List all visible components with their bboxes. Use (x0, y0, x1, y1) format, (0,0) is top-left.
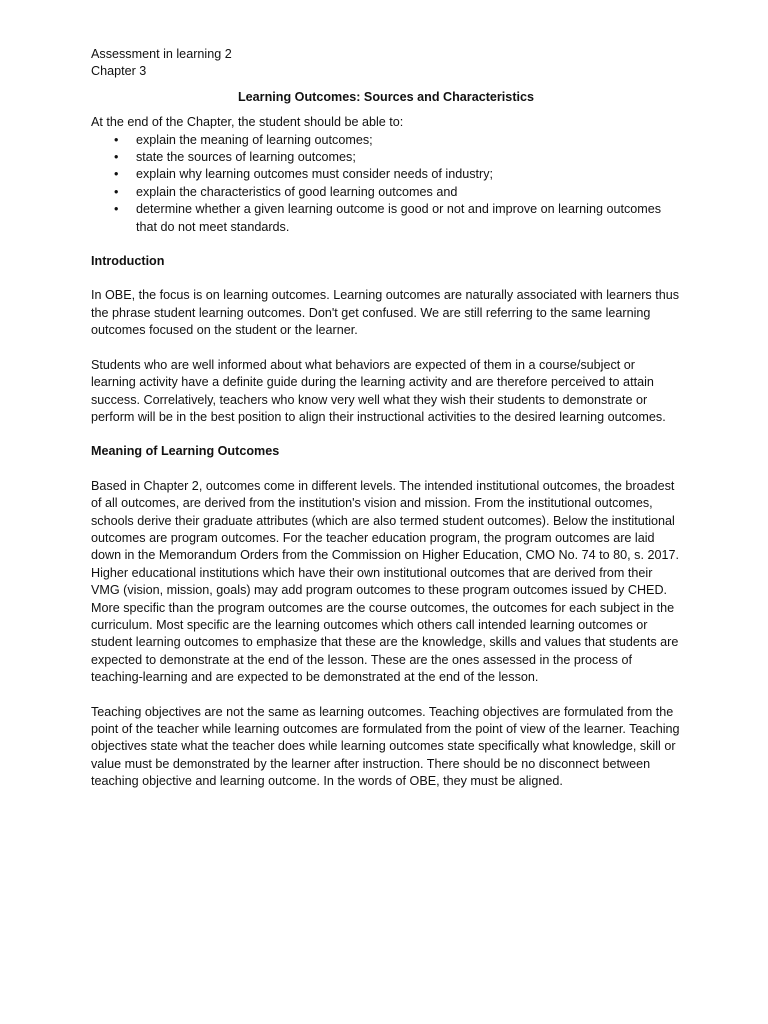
objective-item (91, 132, 681, 149)
objective-item (91, 149, 681, 166)
paragraph: In OBE, the focus is on learning outcomes. Learning outcomes are naturally associated with learners thus the phrase student learning outcomes. Don't get confused. We are still referring to the same learning outcomes focused on the student or the learner. (91, 288, 680, 338)
spacer (91, 270, 681, 287)
objective-text: explain why learning outcomes must consider needs of industry; (136, 167, 494, 182)
spacer (91, 461, 681, 478)
objectives-list (91, 132, 681, 236)
paragraph: Teaching objectives are not the same as learning outcomes. Teaching objectives are formulated from the point of the teacher while learning outcomes are formulated from the point of view of the learner. Teaching objectives state what the teacher does while learning outcomes state specifically what knowledge, skill or value must be demonstrated by the learner after instruction. There should be no disconnect between teaching objective and learning outcome. In the words of OBE, they must be aligned. (91, 704, 680, 789)
objective-text: state the sources of learning outcomes; (136, 150, 356, 165)
chapter-label: Chapter 3 (91, 64, 147, 79)
spacer (91, 106, 681, 114)
objective-item (91, 184, 681, 201)
paragraph: Based in Chapter 2, outcomes come in different levels. The intended institutional outcomes, the broadest of all outcomes, are derived from the institution's vision and mission. From the institutional outcomes, schools derive their graduate attributes (which are also termed student outcomes). Below the institutional outcomes are program outcomes. For the teacher education program, the program outcomes are laid down in the Memorandum Orders from the Commission on Higher Education, CMO No. 74 to 80, s. 2017. Higher educational institutions which have their own institutional outcomes that are derived from their VMG (vision, mission, goals) may add program outcomes to these program outcomes issued by CHED. More specific than the program outcomes are the course outcomes, the outcomes for each subject in the curriculum. Most specific are the learning outcomes which others call intended learning outcomes or student learning outcomes to emphasize that these are the knowledge, skills and values that students are expected to demonstrate at the end of the lesson. These are the ones assessed in the process of teaching-learning and are expected to be demonstrated at the end of the lesson. (91, 478, 679, 685)
objective-text: explain the characteristics of good learning outcomes and (136, 184, 458, 199)
spacer (91, 687, 681, 704)
bullet-icon: • (114, 184, 119, 199)
paragraph: Students who are well informed about what behaviors are expected of them in a course/subject or learning activity have a definite guide during the learning activity and are therefore perceived to attain success. Correlatively, teachers who know very well what they wish their students to demonstrate or perform will be in the best position to align their instructional activities to the desired learning outcomes. (91, 357, 666, 424)
section-heading-introduction: Introduction (91, 254, 165, 269)
course-name: Assessment in learning 2 (91, 47, 232, 61)
objective-item (91, 201, 681, 236)
spacer (91, 426, 681, 443)
page-title: Learning Outcomes: Sources and Characteristics (237, 89, 535, 104)
objective-text: determine whether a given learning outcome is good or not and improve on learning outcomes that do not meet standards. (136, 202, 662, 234)
objectives-intro: At the end of the Chapter, the student should be able to: (91, 115, 404, 130)
document-body (91, 46, 681, 791)
bullet-icon: • (114, 132, 119, 147)
bullet-icon: • (114, 150, 119, 165)
objective-text: explain the meaning of learning outcomes; (136, 132, 373, 147)
bullet-icon: • (114, 202, 119, 217)
bullet-icon: • (114, 167, 119, 182)
spacer (91, 340, 681, 357)
spacer (91, 236, 681, 253)
section-heading-meaning: Meaning of Learning Outcomes (91, 444, 280, 459)
objective-item (91, 166, 681, 183)
